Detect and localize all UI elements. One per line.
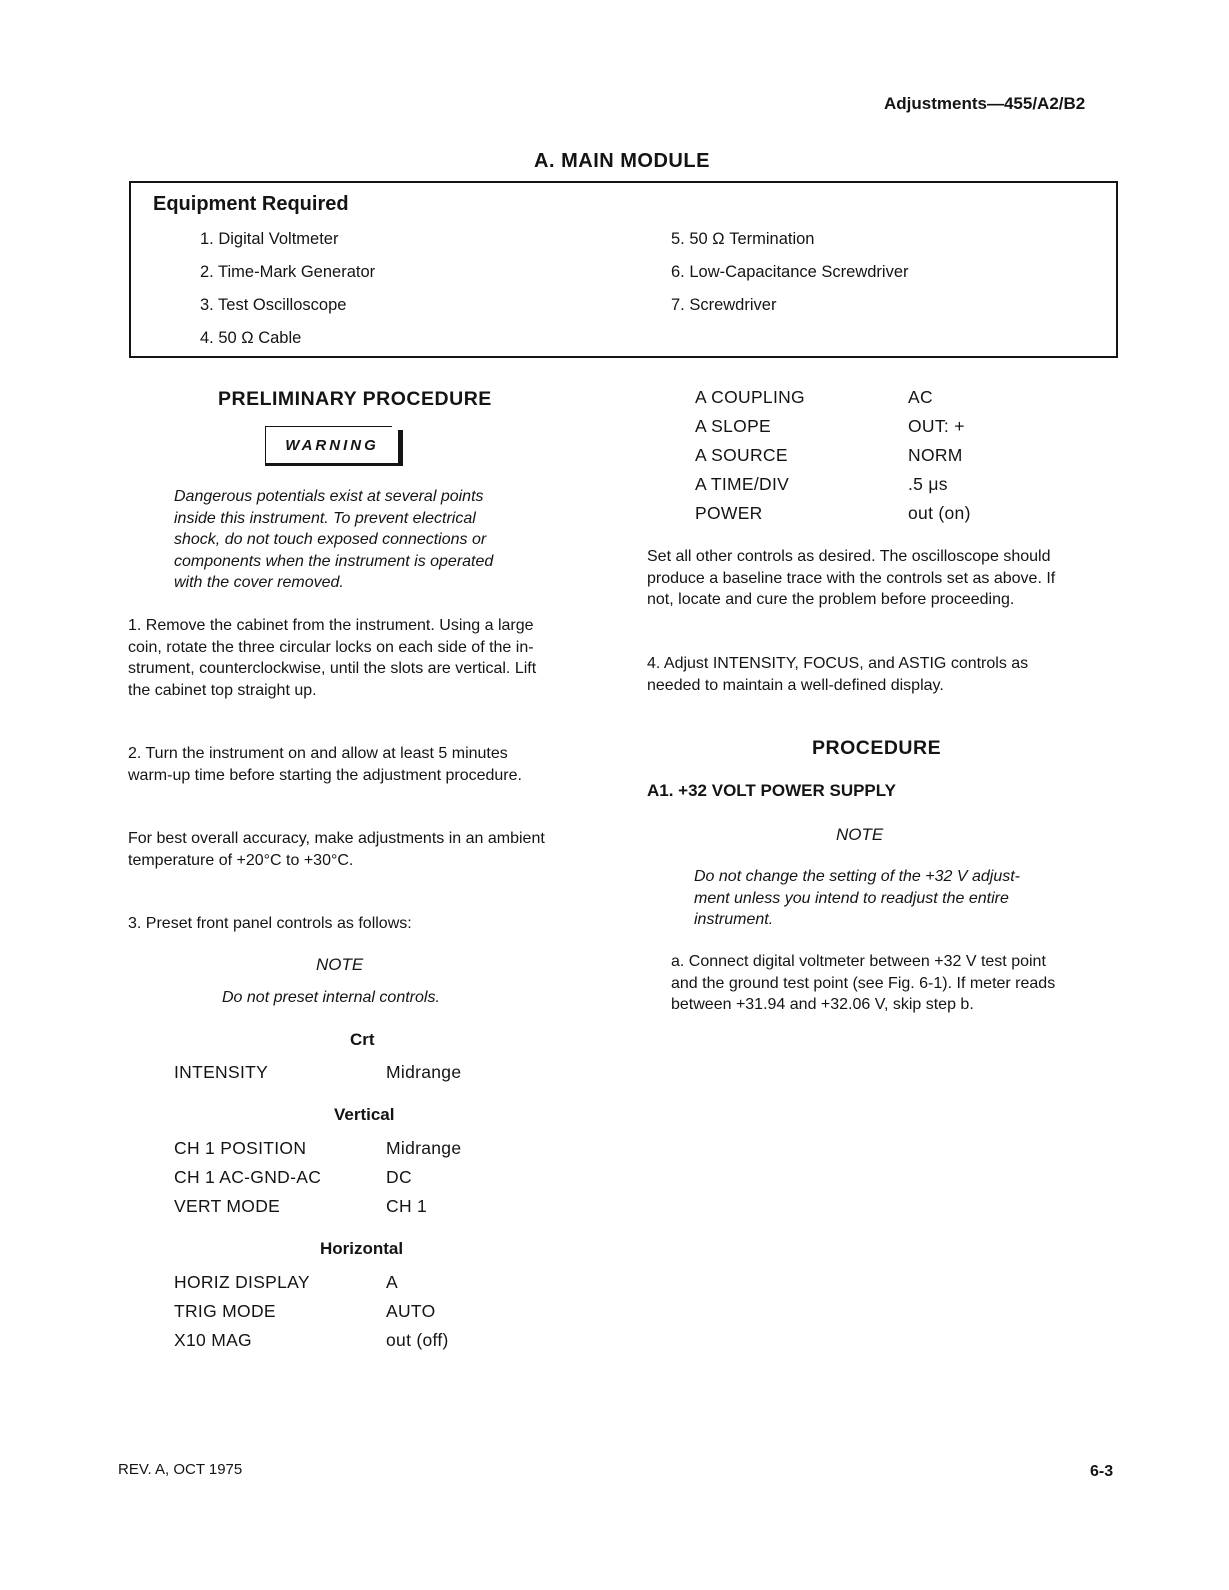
warning-label: WARNING [285, 436, 379, 454]
warning-box [265, 426, 403, 466]
note-label: NOTE [836, 825, 884, 844]
control-value: out (on) [908, 503, 971, 523]
text-line: components when the instrument is operated [174, 552, 494, 570]
control-name: X10 MAG [174, 1330, 252, 1350]
text-line: shock, do not touch exposed connections or [174, 531, 487, 548]
control-value: CH 1 [386, 1196, 428, 1216]
revision-footer: REV. A, OCT 1975 [118, 1461, 243, 1478]
step-a-paragraph [671, 951, 1055, 1016]
equipment-item: 7. Screwdriver [671, 296, 777, 314]
note-text [694, 866, 1020, 931]
accuracy-paragraph [128, 828, 545, 871]
control-name: CH 1 POSITION [174, 1138, 307, 1158]
control-value: AC [908, 387, 933, 407]
control-name: CH 1 AC-GND-AC [174, 1167, 322, 1187]
equipment-required-box [129, 181, 1118, 358]
control-name: TRIG MODE [174, 1301, 276, 1321]
control-name: A SOURCE [695, 445, 788, 465]
control-value: NORM [908, 445, 963, 465]
control-name: A TIME/DIV [695, 474, 790, 494]
control-name: A COUPLING [695, 387, 805, 407]
set-all-paragraph [647, 546, 1055, 611]
control-name: HORIZ DISPLAY [174, 1272, 310, 1292]
note-text: Do not preset internal controls. [222, 989, 440, 1006]
preliminary-procedure-title: PRELIMINARY PROCEDURE [218, 388, 492, 410]
control-value: out (off) [386, 1330, 449, 1350]
text-line: a. Connect digital voltmeter between +32 V test point [671, 953, 1046, 970]
text-line: temperature of +20°C to +30°C. [128, 851, 354, 869]
text-line: 4. Adjust INTENSITY, FOCUS, and ASTIG controls as [647, 655, 1029, 672]
text-line: Set all other controls as desired. The oscilloscope should [647, 548, 1051, 565]
text-line: ment unless you intend to readjust the entire [694, 889, 1009, 907]
text-line: instrument. [694, 911, 774, 928]
control-value: OUT: + [908, 416, 965, 436]
page-number: 6-3 [1090, 1463, 1114, 1480]
a1-title: A1. +32 VOLT POWER SUPPLY [647, 781, 896, 800]
equipment-item: 3. Test Oscilloscope [200, 296, 347, 314]
text-line: Do not change the setting of the +32 V adjust- [694, 868, 1020, 885]
text-line: not, locate and cure the problem before proceeding. [647, 591, 1015, 608]
equipment-item: 4. 50 Ω Cable [200, 329, 302, 347]
control-value: AUTO [386, 1301, 436, 1321]
step-4-paragraph [647, 653, 1028, 696]
horizontal-heading: Horizontal [320, 1239, 404, 1258]
text-line: between +31.94 and +32.06 V, skip step b. [671, 996, 974, 1013]
step-2-paragraph [128, 743, 522, 786]
text-line: the cabinet top straight up. [128, 681, 317, 699]
control-value: A [386, 1272, 398, 1292]
warning-box-notch [392, 424, 404, 430]
text-line: strument, counterclockwise, until the slots are vertical. Lift [128, 660, 537, 677]
text-line: with the cover removed. [174, 574, 344, 591]
control-value: Midrange [386, 1062, 462, 1082]
control-name: A SLOPE [695, 416, 772, 436]
text-line: inside this instrument. To prevent electrical [174, 509, 476, 527]
document-reference: Adjustments—455/A2/B2 [884, 94, 1086, 113]
equipment-item: 2. Time-Mark Generator [200, 263, 376, 281]
control-value: Midrange [386, 1138, 462, 1158]
note-label: NOTE [316, 955, 364, 974]
page-title: A. MAIN MODULE [534, 150, 710, 172]
control-value: DC [386, 1167, 412, 1187]
warning-text [174, 486, 493, 594]
equipment-title: Equipment Required [153, 193, 349, 215]
control-name: VERT MODE [174, 1196, 281, 1216]
crt-heading: Crt [350, 1030, 375, 1049]
step-3-text: 3. Preset front panel controls as follows: [128, 915, 412, 932]
text-line: needed to maintain a well-defined display. [647, 676, 944, 694]
text-line: warm-up time before starting the adjustment procedure. [128, 766, 522, 784]
equipment-item: 5. 50 Ω Termination [671, 230, 815, 248]
vertical-heading: Vertical [334, 1105, 395, 1124]
procedure-title: PROCEDURE [812, 737, 942, 759]
text-line: 1. Remove the cabinet from the instrument. Using a large [128, 617, 534, 634]
equipment-item: 1. Digital Voltmeter [200, 230, 339, 248]
control-name: POWER [695, 503, 763, 523]
text-line: Dangerous potentials exist at several points [174, 488, 484, 505]
equipment-item: 6. Low-Capacitance Screwdriver [671, 263, 909, 281]
text-line: produce a baseline trace with the controls set as above. If [647, 569, 1056, 587]
control-name: INTENSITY [174, 1062, 269, 1082]
step-1-paragraph [128, 615, 536, 701]
text-line: and the ground test point (see Fig. 6-1). If meter reads [671, 974, 1056, 992]
control-value: .5 μs [908, 474, 948, 494]
text-line: 2. Turn the instrument on and allow at least 5 minutes [128, 745, 508, 762]
text-line: coin, rotate the three circular locks on each side of the in- [128, 638, 534, 656]
text-line: For best overall accuracy, make adjustments in an ambient [128, 830, 545, 847]
